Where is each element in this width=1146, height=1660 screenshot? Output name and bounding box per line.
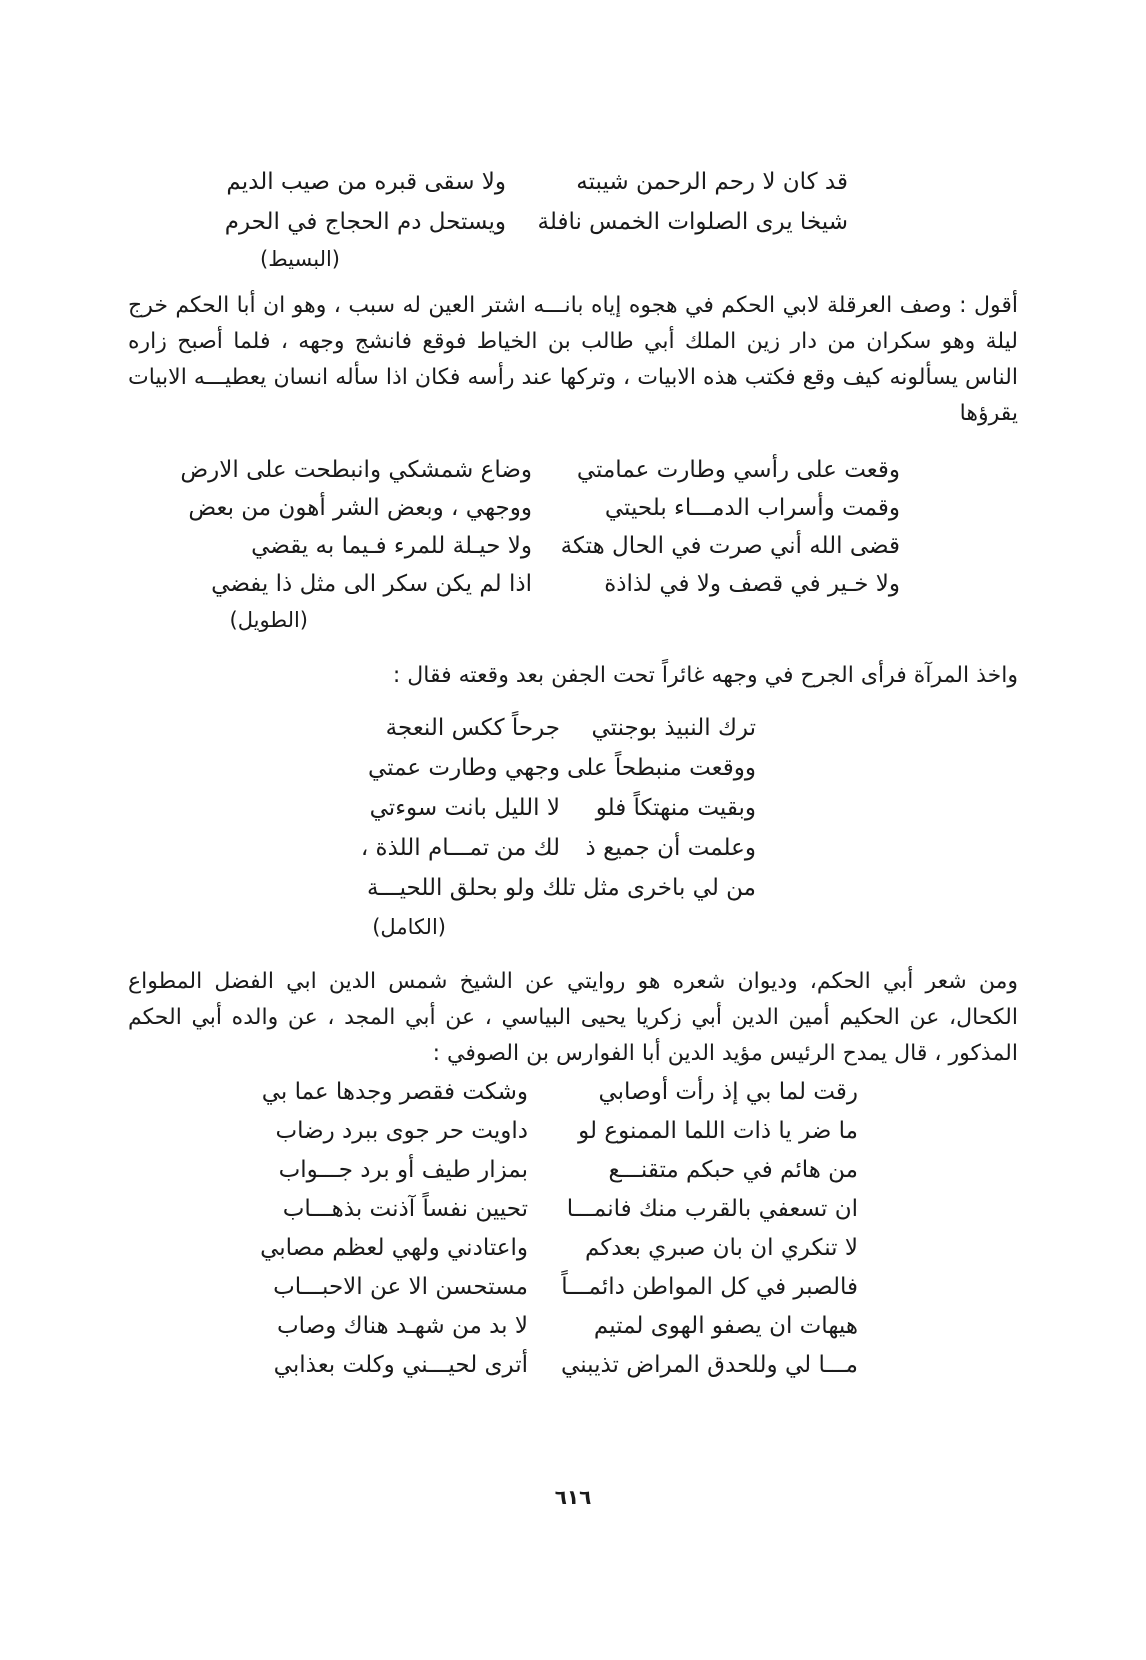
prose-paragraph-1: أقول : وصف العرقلة لابي الحكم في هجوه إياه بانـــه اشتر العين له سبب ، وهو ان أبا الحكم خرج ليلة وهو سكران من دار زين الملك أبي طالب بن الخياط فوقع فانشج وجهه ، فلما أصبح زاره الناس يسألونه كيف وقع فكتب هذه الابيات ، وتركها عند رأسه فكان اذا سأله انسان يعطيـــه الابيات يقرؤها [128,293,1018,426]
poem2-hemistich-second: ولا حيـلة للمرء فـيما به يقضي [251,533,532,559]
poem4-hemistich-second: لا بد من شهـد هناك وصاب [277,1313,528,1339]
page-number: ٦١٦ [554,1485,592,1509]
poem2-hemistich-second: ووجهي ، وبعض الشر أهون من بعض [188,495,532,521]
poem1-hemistich-first: شيخا يرى الصلوات الخمس نافلة [537,209,848,235]
poem4-hemistich-first: رقت لما بي إذ رأت أوصابي [598,1079,858,1105]
poem3-hemistich-second: لك من تمـــام اللذة ، [360,835,560,861]
poem4-couplet-5 [0,1228,1146,1268]
poem4-couplet-7 [0,1306,1146,1346]
poem2-couplet-3 [0,526,1146,566]
poem3-couplet-1 [0,708,1146,748]
poem4-hemistich-second: بمزار طيف أو برد جـــواب [278,1157,528,1183]
poem3-hemistich-second: وجهي وطارت عمتي [367,755,560,781]
poem2-hemistich-first: ولا خـير في قصف ولا في لذاذة [604,571,900,597]
poem4-hemistich-first: هيهات ان يصفو الهوى لمتيم [593,1313,858,1339]
poem2-hemistich-first: قضى الله أني صرت في الحال هتكة [560,533,900,559]
poem4-hemistich-first: لا تنكري ان بان صبري بعدكم [585,1235,858,1261]
poem4-couplet-2 [0,1111,1146,1151]
poem4-couplet-6 [0,1267,1146,1307]
poem1-meter-label: (البسيط) [260,247,340,271]
poem2-hemistich-first: وقمت وأسراب الدمـــاء بلحيتي [604,495,900,521]
poem4-hemistich-second: تحيين نفساً آذنت بذهـــاب [282,1196,528,1222]
poem3-closing-line [0,868,1146,908]
poem3-closing-text: من لي باخرى مثل تلك ولو بحلق اللحيـــة [367,875,756,901]
poem2-couplet-1 [0,450,1146,490]
poem4-couplet-3 [0,1150,1146,1190]
poem3-couplet-3 [0,788,1146,828]
poem3-hemistich-first: وبقيت منهتكاً فلو [595,795,756,821]
poem2-meter-label: (الطويل) [229,608,308,632]
poem1-hemistich-second: ولا سقى قبره من صيب الديم [226,169,506,195]
poem2-couplet-4 [0,564,1146,604]
poem4-hemistich-second: أترى لحيـــني وكلت بعذابي [273,1352,528,1378]
poem4-hemistich-first: فالصبر في كل المواطن دائمـــاً [561,1274,858,1300]
poem4-hemistich-second: واعتادني ولهي لعظم مصابي [260,1235,528,1261]
poem4-hemistich-second: وشكت فقصر وجدها عما بي [261,1079,528,1105]
poem2-couplet-2 [0,488,1146,528]
poem4-couplet-8 [0,1345,1146,1385]
poem3-hemistich-second: لا الليل بانت سوءتي [369,795,560,821]
poem4-hemistich-second: داويت حر جوى ببرد رضاب [275,1118,528,1144]
poem4-hemistich-first: من هائم في حبكم متقنـــع [608,1157,858,1183]
poem1-couplet-1 [0,162,1146,202]
prose-paragraph-2: واخذ المرآة فرأى الجرح في وجهه غائراً تحت الجفن بعد وقعته فقال : [392,663,1018,688]
poem3-meter-label: (الكامل) [372,915,446,939]
poem4-couplet-1 [0,1072,1146,1112]
poem1-couplet-2 [0,202,1146,242]
poem1-hemistich-first: قد كان لا رحم الرحمن شيبته [576,169,848,195]
poem2-hemistich-second: وضاع شمشكي وانبطحت على الارض [180,457,532,483]
poem3-hemistich-first: وعلمت أن جميع ذ [585,835,756,861]
prose-paragraph-3: ومن شعر أبي الحكم، وديوان شعره هو روايتي عن الشيخ شمس الدين ابي الفضل المطواع الكحال، عن الحكيم أمين الدين أبي زكريا يحيى البياسي ، عن أبي المجد ، عن والده أبي الحكم المذكور ، قال يمدح الرئيس مؤيد الدين أبا الفوارس بن الصوفي : [128,969,1018,1066]
poem1-hemistich-second: ويستحل دم الحجاج في الحرم [224,209,506,235]
poem4-couplet-4 [0,1189,1146,1229]
poem3-hemistich-first: ووقعت منبطحاً على [567,755,756,781]
poem3-hemistich-second: جرحاً ككس النعجة [385,715,560,741]
poem3-couplet-2 [0,748,1146,788]
poem2-hemistich-second: اذا لم يكن سكر الى مثل ذا يفضي [211,571,532,597]
poem4-hemistich-first: ان تسعفي بالقرب منك فانمـــا [566,1196,858,1222]
poem4-hemistich-second: مستحسن الا عن الاحبـــاب [273,1274,528,1300]
poem3-couplet-4 [0,828,1146,868]
poem3-hemistich-first: ترك النبيذ بوجنتي [591,715,756,741]
poem4-hemistich-first: ما ضر يا ذات اللما الممنوع لو [578,1118,858,1144]
poem4-hemistich-first: مـــا لي وللحدق المراض تذيبني [561,1352,858,1378]
poem2-hemistich-first: وقعت على رأسي وطارت عمامتي [576,457,900,483]
